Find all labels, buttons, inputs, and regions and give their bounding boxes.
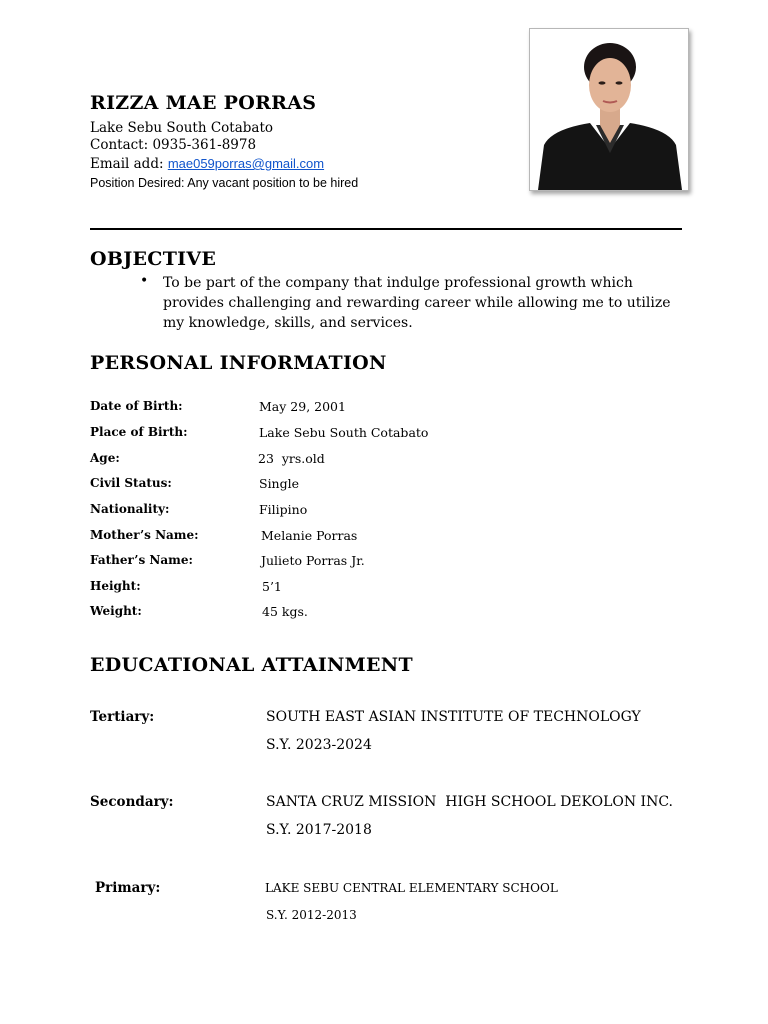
mother-name-value: Melanie Porras xyxy=(261,528,358,543)
objective-heading: OBJECTIVE xyxy=(90,248,217,270)
civil-status-value: Single xyxy=(259,476,300,491)
email-line xyxy=(90,155,324,173)
primary-label: Primary: xyxy=(95,880,161,896)
applicant-name: RIZZA MAE PORRAS xyxy=(90,92,317,114)
age-label: Age: xyxy=(90,451,120,465)
personal-info-heading: PERSONAL INFORMATION xyxy=(90,352,387,374)
nationality-value: Filipino xyxy=(259,502,308,517)
dob-value: May 29, 2001 xyxy=(259,399,346,414)
height-label: Height: xyxy=(90,579,141,593)
father-name-label: Father’s Name: xyxy=(90,553,193,567)
dob-label: Date of Birth: xyxy=(90,399,183,413)
weight-label: Weight: xyxy=(90,604,142,618)
secondary-school: SANTA CRUZ MISSION HIGH SCHOOL DEKOLON INC. xyxy=(266,794,673,810)
contact-number: Contact: 0935-361-8978 xyxy=(90,137,257,153)
education-heading: EDUCATIONAL ATTAINMENT xyxy=(90,654,413,676)
address: Lake Sebu South Cotabato xyxy=(90,120,273,136)
email-link[interactable]: mae059porras@gmail.com xyxy=(167,156,325,171)
email-label: Email add: xyxy=(90,156,164,172)
position-desired: Position Desired: Any vacant position to be hired xyxy=(90,176,359,190)
bullet-icon: • xyxy=(140,273,149,289)
pob-label: Place of Birth: xyxy=(90,425,188,439)
primary-sy: S.Y. 2012-2013 xyxy=(266,908,357,922)
tertiary-label: Tertiary: xyxy=(90,709,155,725)
mother-name-label: Mother’s Name: xyxy=(90,528,199,542)
tertiary-school: SOUTH EAST ASIAN INSTITUTE OF TECHNOLOGY xyxy=(266,709,641,725)
father-name-value: Julieto Porras Jr. xyxy=(261,553,365,568)
secondary-sy: S.Y. 2017-2018 xyxy=(266,822,372,838)
pob-value: Lake Sebu South Cotabato xyxy=(259,425,429,440)
applicant-photo xyxy=(529,28,689,191)
objective-text: To be part of the company that indulge professional growth which provides challenging and rewarding career while allowing me to utilize my knowledge, skills, and services. xyxy=(163,275,671,331)
weight-value: 45 kgs. xyxy=(262,604,308,619)
tertiary-sy: S.Y. 2023-2024 xyxy=(266,737,372,753)
header-divider xyxy=(90,228,682,230)
secondary-label: Secondary: xyxy=(90,794,174,810)
nationality-label: Nationality: xyxy=(90,502,170,516)
age-value: 23 yrs.old xyxy=(258,451,325,466)
height-value: 5’1 xyxy=(262,579,282,594)
primary-school: LAKE SEBU CENTRAL ELEMENTARY SCHOOL xyxy=(265,881,558,895)
civil-status-label: Civil Status: xyxy=(90,476,172,490)
